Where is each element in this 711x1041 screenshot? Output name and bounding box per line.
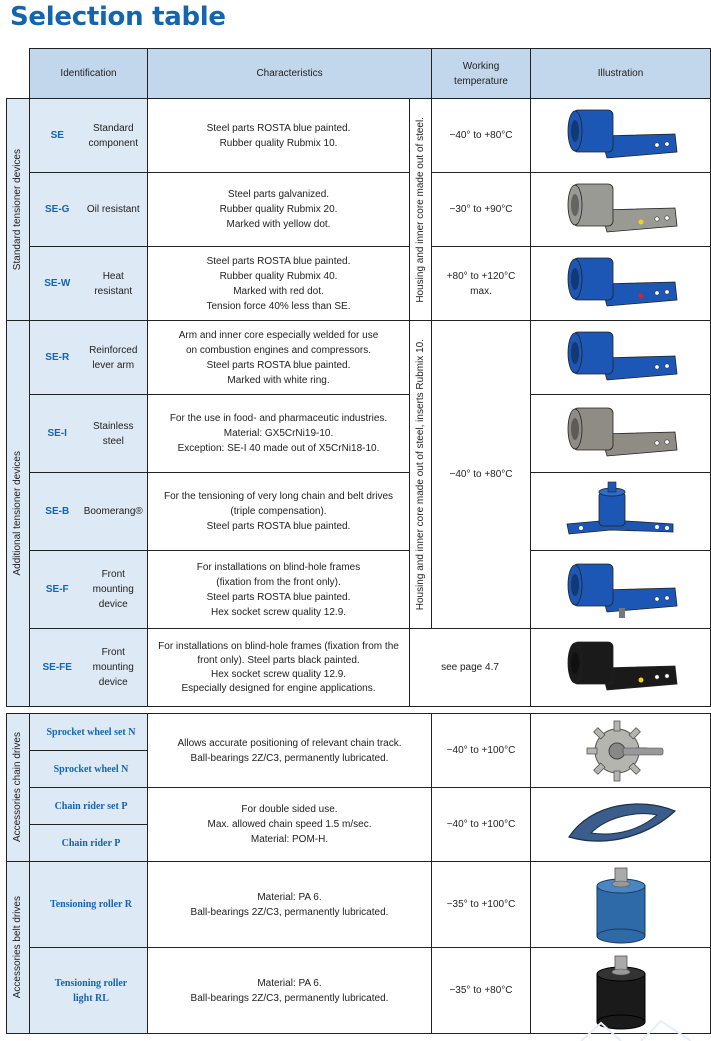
accessories-table xyxy=(6,713,711,1034)
illustration-se-w xyxy=(531,247,711,321)
product-code: SE-B xyxy=(30,473,80,551)
illustration-se-i xyxy=(531,395,711,473)
product-code: SE-I xyxy=(30,395,80,473)
header-characteristics: Characteristics xyxy=(148,49,432,99)
product-code: SE-F xyxy=(30,551,80,629)
characteristics-cell: Material: PA 6. Ball-bearings 2Z/C3, permanently lubricated. xyxy=(148,862,432,948)
temperature-cell: see page 4.7 xyxy=(410,629,531,707)
header-identification: Identification xyxy=(30,49,148,99)
temperature-cell: −35° to +100°C xyxy=(432,862,531,948)
boomerang-icon xyxy=(561,480,681,544)
product-code: SE-R xyxy=(30,321,80,395)
accessory-name: Sprocket wheel N xyxy=(30,751,148,788)
temperature-cell: +80° to +120°C max. xyxy=(432,247,531,321)
housing-note-additional: Housing and inner core made out of steel, inserts Rubmix 10. xyxy=(414,338,426,611)
characteristics-cell: Material: PA 6. Ball-bearings 2Z/C3, permanently lubricated. xyxy=(148,948,432,1034)
table-row xyxy=(7,714,711,751)
chain-rider-icon xyxy=(561,793,681,857)
characteristics-cell: Allows accurate positioning of relevant chain track. Ball-bearings 2Z/C3, permanently lubricated. xyxy=(148,714,432,788)
tensioner-icon xyxy=(561,558,681,622)
characteristics-cell: For installations on blind-hole frames (fixation from the front only). Steel parts ROSTA blue painted. Hex socket screw quality 12.9. xyxy=(148,551,410,629)
tensioner-icon xyxy=(561,326,681,390)
illustration-se-r xyxy=(531,321,711,395)
group-label-standard: Standard tensioner devices xyxy=(12,148,23,271)
characteristics-cell: For double sided use. Max. allowed chain speed 1.5 m/sec. Material: POM-H. xyxy=(148,788,432,862)
accessory-name: Sprocket wheel set N xyxy=(30,714,148,751)
table-row xyxy=(7,99,711,173)
product-label: Heat resistant xyxy=(80,247,148,321)
table-row xyxy=(7,551,711,629)
characteristics-cell: For the tensioning of very long chain and belt drives (triple compensation). Steel parts ROSTA blue painted. xyxy=(148,473,410,551)
temperature-cell: −30° to +90°C xyxy=(432,173,531,247)
sprocket-icon xyxy=(561,717,681,785)
tensioner-table xyxy=(6,48,711,707)
characteristics-cell: Steel parts galvanized. Rubber quality Rubmix 20. Marked with yellow dot. xyxy=(148,173,410,247)
product-label: Standard component xyxy=(80,99,148,173)
illustration-se-b xyxy=(531,473,711,551)
table-row xyxy=(7,247,711,321)
product-code: SE xyxy=(30,99,80,173)
decorative-watermark xyxy=(561,1011,711,1041)
table-row xyxy=(7,321,711,395)
product-code: SE-W xyxy=(30,247,80,321)
product-label: Front mounting device xyxy=(80,551,148,629)
table-row xyxy=(7,173,711,247)
temperature-cell: −40° to +80°C xyxy=(432,321,531,629)
characteristics-cell: For the use in food- and pharmaceutic industries. Material: GX5CrNi19-10. Exception: SE-I 40 made out of X5CrNi18-10. xyxy=(148,395,410,473)
group-label-chain: Accessories chain drives xyxy=(12,732,23,843)
illustration-se xyxy=(531,99,711,173)
characteristics-cell: Steel parts ROSTA blue painted. Rubber quality Rubmix 10. xyxy=(148,99,410,173)
illustration-sprocket xyxy=(531,714,711,788)
product-label: Stainless steel xyxy=(80,395,148,473)
accessory-name: Chain rider P xyxy=(30,825,148,862)
accessory-name: Chain rider set P xyxy=(30,788,148,825)
illustration-se-g xyxy=(531,173,711,247)
tensioner-icon xyxy=(561,402,681,466)
illustration-chain-rider xyxy=(531,788,711,862)
roller-icon xyxy=(561,864,681,946)
product-label: Reinforced lever arm xyxy=(80,321,148,395)
page-title: Selection table xyxy=(10,2,226,32)
temperature-cell: −40° to +100°C xyxy=(432,714,531,788)
header-working-temperature: Working temperature xyxy=(432,49,531,99)
table-row xyxy=(7,862,711,948)
housing-note-standard: Housing and inner core made out of steel. xyxy=(414,116,426,303)
characteristics-cell: Arm and inner core especially welded for use on combustion engines and compressors. Steel parts ROSTA blue painted. Marked with white ring. xyxy=(148,321,410,395)
header-spacer xyxy=(7,49,30,99)
accessory-name: Tensioning roller light RL xyxy=(30,948,148,1034)
table-row xyxy=(7,788,711,825)
illustration-se-fe xyxy=(531,629,711,707)
temperature-cell: −35° to +80°C xyxy=(432,948,531,1034)
characteristics-cell: For installations on blind-hole frames (fixation from the front only). Steel parts black painted. Hex socket screw quality 12.9. Especially designed for engine applications. xyxy=(148,629,410,707)
product-code: SE-FE xyxy=(30,629,80,707)
illustration-se-f xyxy=(531,551,711,629)
accessory-name: Tensioning roller R xyxy=(30,862,148,948)
characteristics-cell: Steel parts ROSTA blue painted. Rubber quality Rubmix 40. Marked with red dot. Tension force 40% less than SE. xyxy=(148,247,410,321)
table-row xyxy=(7,473,711,551)
temperature-cell: −40° to +80°C xyxy=(432,99,531,173)
temperature-cell: −40° to +100°C xyxy=(432,788,531,862)
product-label: Oil resistant xyxy=(80,173,148,247)
tensioner-icon xyxy=(561,636,681,700)
illustration-roller-r xyxy=(531,862,711,948)
group-label-belt: Accessories belt drives xyxy=(12,896,23,999)
tensioner-icon xyxy=(561,104,681,168)
header-illustration: Illustration xyxy=(531,49,711,99)
product-label: Front mounting device xyxy=(80,629,148,707)
product-label: Boomerang® xyxy=(80,473,148,551)
group-label-additional: Additional tensioner devices xyxy=(12,451,23,576)
table-row xyxy=(7,395,711,473)
product-code: SE-G xyxy=(30,173,80,247)
table-row xyxy=(7,629,711,707)
tensioner-icon xyxy=(561,178,681,242)
tensioner-icon xyxy=(561,252,681,316)
